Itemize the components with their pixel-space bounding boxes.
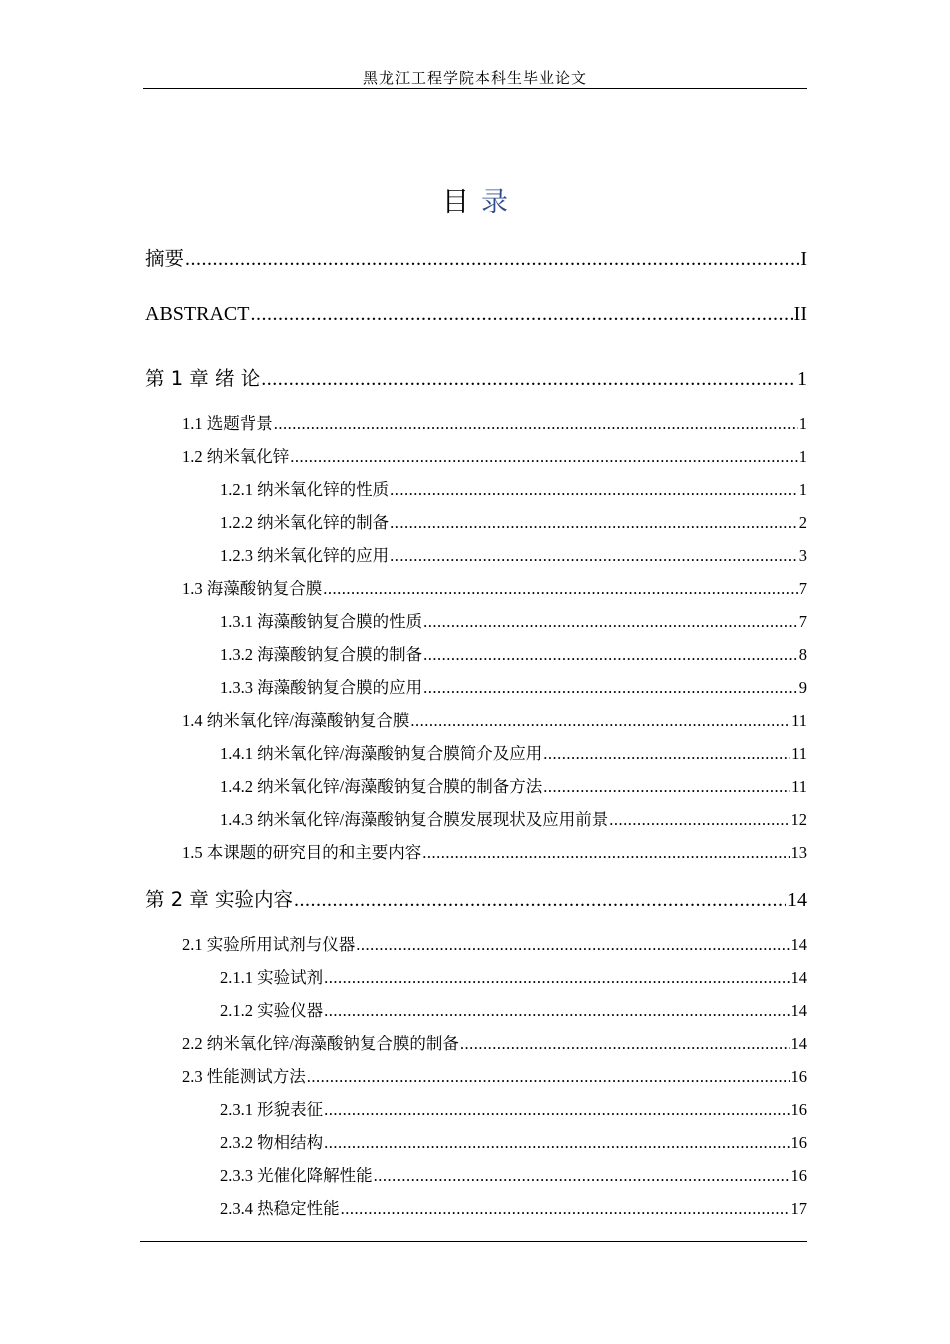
toc-entry-label: 第 1 章 绪 论 bbox=[145, 367, 261, 390]
toc-entry-page: 9 bbox=[798, 678, 807, 697]
toc-leader bbox=[324, 968, 789, 988]
toc-entry-abstract-en[interactable] bbox=[145, 303, 807, 326]
header-divider bbox=[143, 88, 807, 89]
toc-entry-2-3[interactable] bbox=[182, 1063, 807, 1087]
toc-entry-label: 2.3.3 光催化降解性能 bbox=[220, 1166, 373, 1185]
toc-entry-label: ABSTRACT bbox=[145, 303, 250, 325]
toc-entry-label: 1.2.3 纳米氧化锌的应用 bbox=[220, 546, 390, 565]
toc-entry-1-2-1[interactable] bbox=[220, 476, 807, 500]
toc-entry-1-4-3[interactable] bbox=[220, 806, 807, 830]
toc-entry-page: 11 bbox=[791, 744, 807, 763]
toc-entry-label: 1.4 纳米氧化锌/海藻酸钠复合膜 bbox=[182, 711, 410, 730]
toc-entry-abstract-cn[interactable] bbox=[145, 243, 807, 271]
toc-leader bbox=[261, 368, 796, 391]
toc-entry-label: 1.2.1 纳米氧化锌的性质 bbox=[220, 480, 390, 499]
toc-entry-label: 1.4.3 纳米氧化锌/海藻酸钠复合膜发展现状及应用前景 bbox=[220, 810, 609, 829]
toc-leader bbox=[543, 777, 790, 797]
toc-leader bbox=[324, 1100, 789, 1120]
toc-title-part1: 目 bbox=[442, 187, 469, 218]
toc-entry-label: 1.4.2 纳米氧化锌/海藻酸钠复合膜的制备方法 bbox=[220, 777, 543, 796]
toc-entry-2-2[interactable] bbox=[182, 1030, 807, 1054]
toc-entry-1-2-3[interactable] bbox=[220, 542, 807, 566]
toc-entry-label: 2.1.2 实验仪器 bbox=[220, 1001, 324, 1020]
toc-entry-label: 2.1.1 实验试剂 bbox=[220, 968, 324, 987]
toc-entry-1-2[interactable] bbox=[182, 443, 807, 467]
toc-entry-2-3-3[interactable] bbox=[220, 1162, 807, 1186]
running-header: 黑龙江工程学院本科生毕业论文 bbox=[362, 69, 587, 87]
toc-leader bbox=[423, 645, 798, 665]
toc-entry-1-3-3[interactable] bbox=[220, 674, 807, 698]
toc-entry-page: 16 bbox=[790, 1133, 807, 1152]
toc-leader bbox=[374, 1166, 790, 1186]
toc-entry-label: 2.3.2 物相结构 bbox=[220, 1133, 324, 1152]
toc-entry-2-3-1[interactable] bbox=[220, 1096, 807, 1120]
toc-entry-page: 1 bbox=[798, 480, 807, 499]
toc-entry-label: 1.4.1 纳米氧化锌/海藻酸钠复合膜简介及应用 bbox=[220, 744, 543, 763]
toc-entry-page: 1 bbox=[798, 414, 807, 433]
toc-leader bbox=[307, 1067, 790, 1087]
toc-entry-page: 14 bbox=[787, 889, 807, 911]
toc-leader bbox=[410, 711, 790, 731]
toc-leader bbox=[324, 1133, 789, 1153]
toc-entry-label: 2.3 性能测试方法 bbox=[182, 1067, 306, 1086]
toc-entry-page: 14 bbox=[790, 1001, 807, 1020]
toc-entry-page: 17 bbox=[790, 1199, 807, 1218]
toc-leader bbox=[423, 678, 798, 698]
toc-entry-2-1-1[interactable] bbox=[220, 964, 807, 988]
toc-leader bbox=[460, 1034, 790, 1054]
toc-entry-1-3-2[interactable] bbox=[220, 641, 807, 665]
toc-entry-label: 1.2.2 纳米氧化锌的制备 bbox=[220, 513, 390, 532]
toc-entry-page: 1 bbox=[798, 447, 807, 466]
toc-entry-page: 1 bbox=[797, 368, 807, 390]
toc-leader bbox=[290, 447, 798, 467]
toc-entry-1-4-2[interactable] bbox=[220, 773, 807, 797]
toc-leader bbox=[294, 889, 786, 912]
toc-entry-label: 摘要 bbox=[145, 247, 185, 270]
toc-title bbox=[0, 183, 950, 223]
toc-entry-page: 14 bbox=[790, 1034, 807, 1053]
toc-entry-page: 16 bbox=[790, 1067, 807, 1086]
toc-entry-1-3-1[interactable] bbox=[220, 608, 807, 632]
toc-leader bbox=[390, 513, 798, 533]
toc-entry-page: 12 bbox=[790, 810, 807, 829]
footer-divider bbox=[140, 1241, 807, 1242]
toc-entry-page: 16 bbox=[790, 1166, 807, 1185]
toc-entry-label: 2.2 纳米氧化锌/海藻酸钠复合膜的制备 bbox=[182, 1034, 459, 1053]
toc-entry-page: 2 bbox=[798, 513, 807, 532]
toc-entry-1-4-1[interactable] bbox=[220, 740, 807, 764]
toc-entry-page: 11 bbox=[791, 777, 807, 796]
toc-entry-2-1-2[interactable] bbox=[220, 997, 807, 1021]
toc-entry-1-4[interactable] bbox=[182, 707, 807, 731]
toc-entry-label: 1.3 海藻酸钠复合膜 bbox=[182, 579, 323, 598]
toc-entry-label: 2.3.1 形貌表征 bbox=[220, 1100, 324, 1119]
toc-entry-label: 1.1 选题背景 bbox=[182, 414, 273, 433]
toc-leader bbox=[422, 843, 789, 863]
toc-leader bbox=[390, 546, 798, 566]
toc-leader bbox=[543, 744, 790, 764]
toc-leader bbox=[250, 303, 792, 326]
toc-entry-label: 第 2 章 实验内容 bbox=[145, 888, 294, 911]
toc-entry-page: 14 bbox=[790, 935, 807, 954]
toc-entry-page: I bbox=[800, 248, 807, 270]
toc-leader bbox=[323, 579, 798, 599]
toc-entry-label: 1.3.1 海藻酸钠复合膜的性质 bbox=[220, 612, 423, 631]
toc-entry-label: 2.1 实验所用试剂与仪器 bbox=[182, 935, 356, 954]
toc-entry-page: 8 bbox=[798, 645, 807, 664]
toc-entry-2-3-2[interactable] bbox=[220, 1129, 807, 1153]
toc-entry-page: 16 bbox=[790, 1100, 807, 1119]
toc-leader bbox=[390, 480, 798, 500]
toc-entry-page: 7 bbox=[798, 579, 807, 598]
toc-entry-page: 14 bbox=[790, 968, 807, 987]
toc-entry-chapter-2[interactable] bbox=[145, 884, 807, 912]
toc-leader bbox=[341, 1199, 790, 1219]
toc-entry-page: 3 bbox=[798, 546, 807, 565]
toc-leader bbox=[423, 612, 798, 632]
toc-entry-label: 1.3.3 海藻酸钠复合膜的应用 bbox=[220, 678, 423, 697]
toc-entry-chapter-1[interactable] bbox=[145, 363, 807, 391]
toc-entry-1-5[interactable] bbox=[182, 839, 807, 863]
toc-leader bbox=[274, 414, 798, 434]
toc-entry-page: 13 bbox=[790, 843, 807, 862]
toc-leader bbox=[609, 810, 789, 830]
toc-leader bbox=[356, 935, 789, 955]
toc-entry-label: 1.5 本课题的研究目的和主要内容 bbox=[182, 843, 422, 862]
toc-entry-2-3-4[interactable] bbox=[220, 1195, 807, 1219]
toc-entry-page: II bbox=[793, 303, 807, 325]
toc-entry-1-1[interactable] bbox=[182, 410, 807, 434]
toc-entry-page: 11 bbox=[791, 711, 807, 730]
toc-title-part2: 录 bbox=[481, 187, 508, 218]
toc-entry-label: 1.2 纳米氧化锌 bbox=[182, 447, 290, 466]
toc-entry-label: 1.3.2 海藻酸钠复合膜的制备 bbox=[220, 645, 423, 664]
toc-entry-page: 7 bbox=[798, 612, 807, 631]
toc-leader bbox=[185, 248, 799, 271]
toc-entry-2-1[interactable] bbox=[182, 931, 807, 955]
toc-entry-label: 2.3.4 热稳定性能 bbox=[220, 1199, 340, 1218]
toc-entry-1-2-2[interactable] bbox=[220, 509, 807, 533]
toc-leader bbox=[324, 1001, 789, 1021]
toc-entry-1-3[interactable] bbox=[182, 575, 807, 599]
